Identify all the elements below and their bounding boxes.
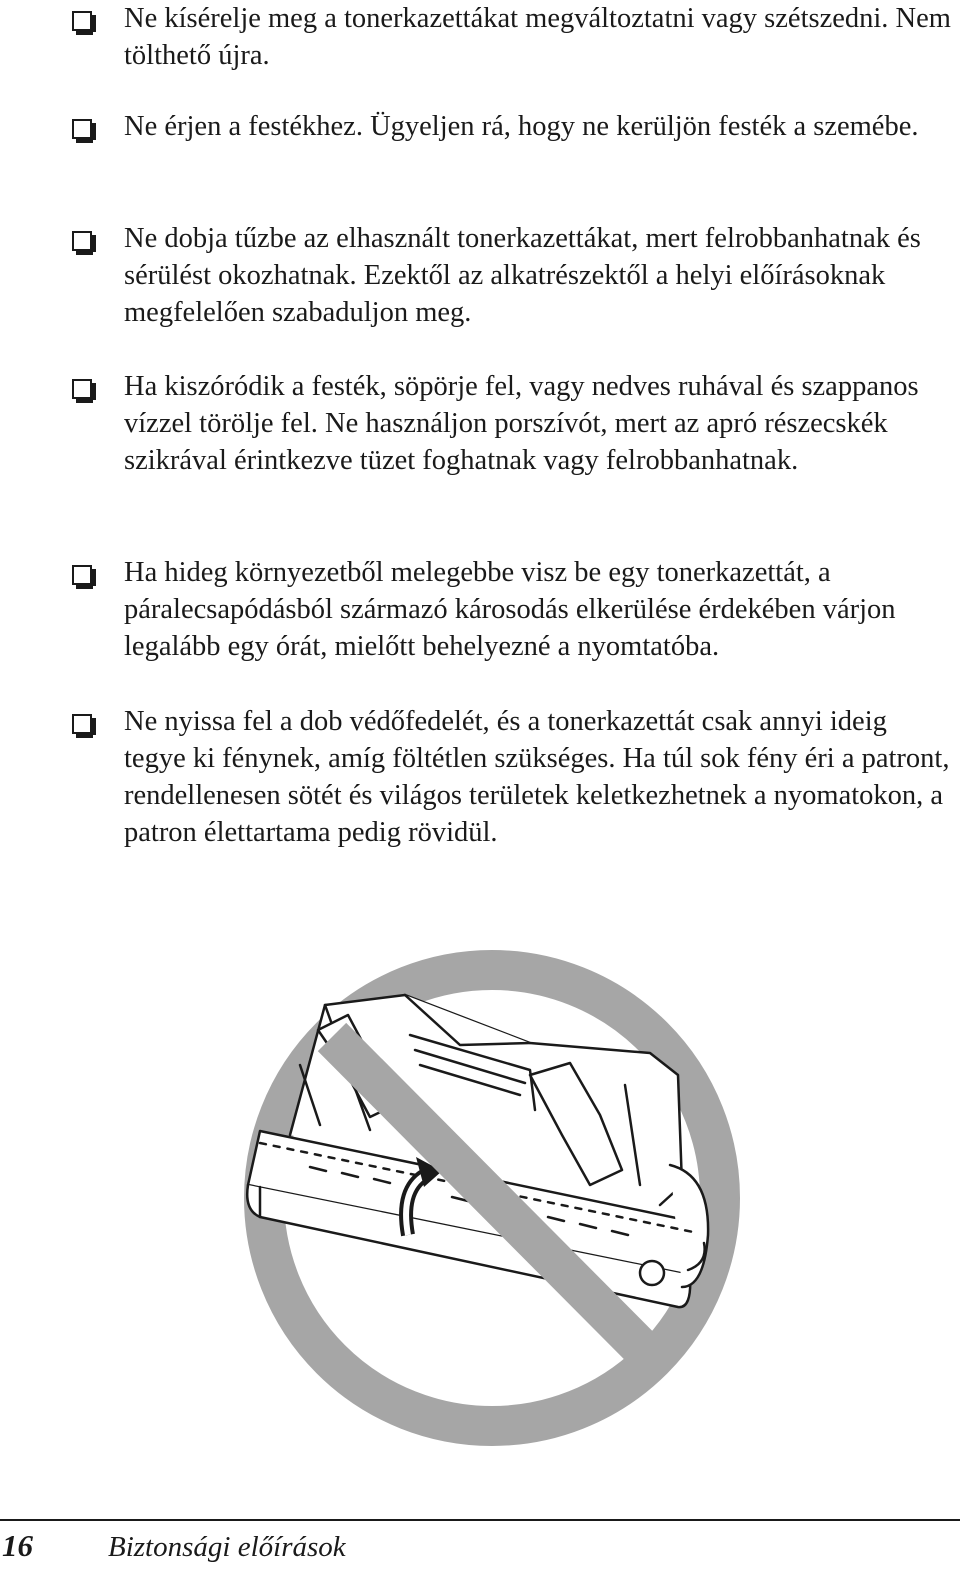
checkbox-bullet-icon	[72, 379, 92, 399]
footer-rule	[0, 1519, 960, 1521]
list-item-text: Ne dobja tűzbe az elhasznált tonerkazettákat, mert felrobbanhatnak és sérülést okozhatnak. Ezektől az alkatrészektől a helyi előírásoknak megfelelően szabaduljon meg.	[124, 223, 921, 328]
checkbox-bullet-icon	[72, 565, 92, 585]
page-number: 16	[2, 1528, 33, 1563]
list-item-text: Ne kísérelje meg a tonerkazettákat megváltoztatni vagy szétszedni. Nem tölthető újra.	[124, 3, 951, 71]
list-item-text: Ne érjen a festékhez. Ügyeljen rá, hogy ne kerüljön festék a szemébe.	[124, 111, 919, 142]
section-title: Biztonsági előírások	[108, 1531, 346, 1563]
checkbox-bullet-icon	[72, 231, 92, 251]
list-item-text: Ha hideg környezetből melegebbe visz be egy tonerkazettát, a páralecsapódásból származó károsodás elkerülése érdekében várjon legalább egy órát, mielőtt behelyezné a nyomtatóba.	[124, 557, 896, 662]
list-item-text: Ne nyissa fel a dob védőfedelét, és a tonerkazettát csak annyi ideig tegye ki fénynek, amíg föltétlen szükséges. Ha túl sok fény éri a patront, rendellenesen sötét és világos területek keletkezhetnek a nyomatokon, a patron élettartama pedig rövidül.	[124, 706, 950, 848]
toner-cartridge-prohibition-illustration	[230, 935, 750, 1455]
checkbox-bullet-icon	[72, 11, 92, 31]
checkbox-bullet-icon	[72, 119, 92, 139]
list-item-text: Ha kiszóródik a festék, söpörje fel, vagy nedves ruhával és szappanos vízzel törölje fel. Ne használjon porszívót, mert az apró részecskék szikrával érintkezve tüzet foghatnak vagy felrobbanhatnak.	[124, 371, 919, 476]
checkbox-bullet-icon	[72, 714, 92, 734]
